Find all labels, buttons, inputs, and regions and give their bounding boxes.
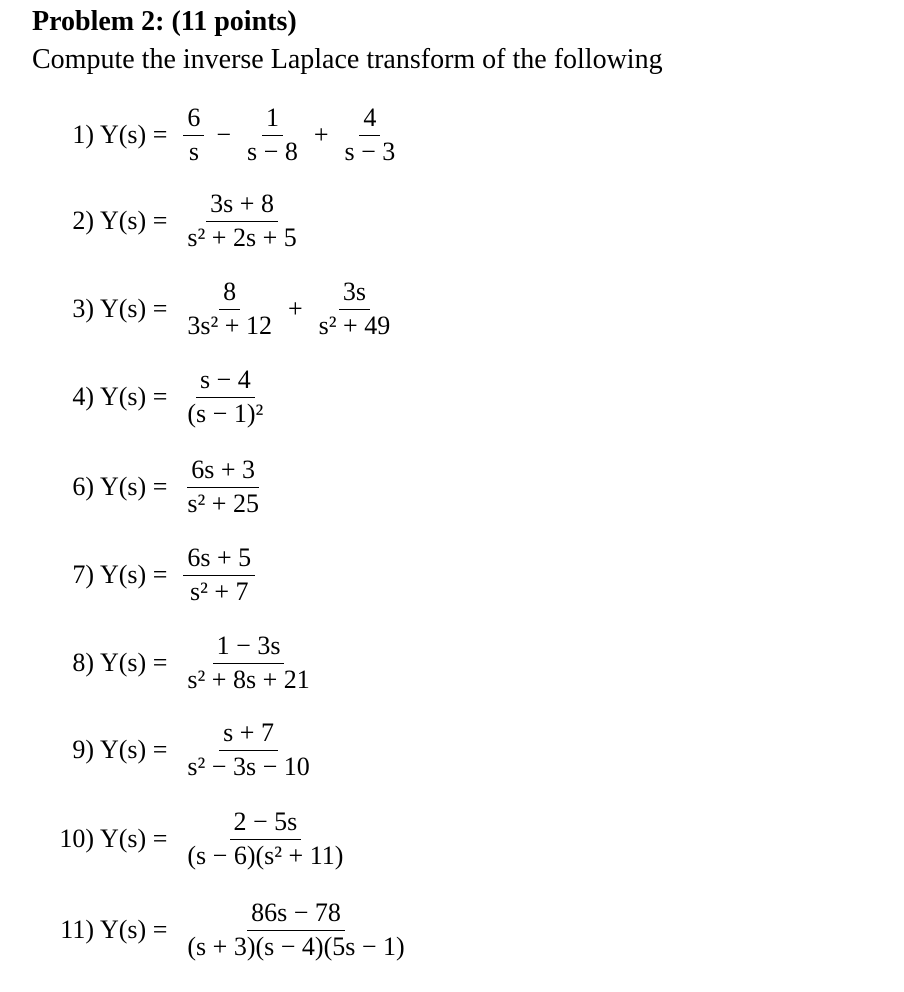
item-number: 11) [60, 915, 94, 944]
fraction [243, 102, 302, 168]
fraction-numerator: s + 7 [219, 717, 278, 751]
fraction-denominator: (s − 1)² [187, 398, 264, 428]
equation-item [0, 352, 904, 442]
equation [0, 264, 400, 354]
fraction-denominator: (s + 3)(s − 4)(5s − 1) [187, 931, 405, 961]
equation-rhs [177, 806, 353, 872]
item-number: 6) [72, 472, 94, 501]
equation-rhs [177, 630, 319, 696]
fraction [183, 542, 255, 608]
problem-title: Problem 2: (11 points) [32, 6, 297, 37]
equation-rhs [177, 542, 261, 608]
item-number: 9) [72, 735, 94, 764]
equation-item [0, 885, 904, 975]
equation [0, 705, 320, 795]
equation-item [0, 705, 904, 795]
fraction [183, 364, 267, 430]
fraction-numerator: 3s + 8 [206, 188, 278, 222]
operator: − [216, 120, 232, 149]
equation [0, 794, 353, 884]
item-number: 10) [59, 824, 94, 853]
fraction-numerator: 1 [262, 102, 283, 136]
fraction-denominator: s² + 2s + 5 [187, 222, 297, 252]
equation-lhs: Y(s) = [100, 472, 168, 501]
fraction [183, 806, 347, 872]
fraction-denominator: s² + 8s + 21 [187, 664, 310, 694]
fraction [183, 454, 263, 520]
operator: + [287, 294, 303, 323]
fraction-numerator: 8 [219, 276, 240, 310]
fraction [183, 717, 313, 783]
fraction [183, 102, 204, 168]
equation-lhs: Y(s) = [100, 294, 168, 323]
fraction [315, 276, 395, 342]
equation-item [0, 264, 904, 354]
equation-rhs [177, 188, 306, 254]
fraction [341, 102, 400, 168]
equation [0, 885, 415, 975]
equation-lhs: Y(s) = [100, 382, 168, 411]
item-number: 1) [72, 120, 94, 149]
equation-rhs [177, 717, 319, 783]
fraction-numerator: 1 − 3s [213, 630, 285, 664]
equation-lhs: Y(s) = [100, 824, 168, 853]
operator: + [313, 120, 329, 149]
fraction [183, 630, 313, 696]
equation [0, 442, 269, 532]
equation-lhs: Y(s) = [100, 560, 168, 589]
equation-item [0, 176, 904, 266]
item-number: 8) [72, 648, 94, 677]
equation-item [0, 530, 904, 620]
equation-lhs: Y(s) = [100, 206, 168, 235]
equation-lhs: Y(s) = [100, 120, 168, 149]
problem-instructions: Compute the inverse Laplace transform of the following [32, 44, 663, 75]
equation-lhs: Y(s) = [100, 735, 168, 764]
item-number: 7) [72, 560, 94, 589]
item-number: 4) [72, 382, 94, 411]
fraction-numerator: 86s − 78 [247, 897, 345, 931]
fraction-denominator: s² + 49 [318, 310, 391, 340]
equation-rhs [177, 276, 400, 342]
equation-rhs [177, 102, 405, 168]
fraction-numerator: 2 − 5s [230, 806, 302, 840]
fraction-denominator: s² + 7 [189, 576, 249, 606]
fraction-numerator: 4 [359, 102, 380, 136]
fraction-denominator: s [188, 136, 199, 166]
item-number: 3) [72, 294, 94, 323]
fraction [183, 188, 300, 254]
fraction-numerator: 6s + 5 [183, 542, 255, 576]
equation [0, 176, 307, 266]
item-number: 2) [72, 206, 94, 235]
fraction-numerator: 3s [339, 276, 370, 310]
equation [0, 618, 320, 708]
fraction-numerator: 6 [183, 102, 204, 136]
equation [0, 530, 261, 620]
equation-item [0, 794, 904, 884]
equation-rhs [177, 364, 273, 430]
fraction-numerator: s − 4 [196, 364, 255, 398]
fraction-denominator: s − 3 [344, 136, 396, 166]
equation-item [0, 442, 904, 532]
equation [0, 352, 273, 442]
equation-rhs [177, 897, 414, 963]
equation-rhs [177, 454, 269, 520]
equation-item [0, 90, 904, 180]
fraction [183, 897, 408, 963]
fraction-denominator: (s − 6)(s² + 11) [187, 840, 344, 870]
fraction-denominator: s − 8 [247, 136, 298, 166]
equation-item [0, 618, 904, 708]
fraction-denominator: s² + 25 [187, 488, 259, 518]
equation-lhs: Y(s) = [100, 915, 168, 944]
fraction-denominator: 3s² + 12 [187, 310, 272, 340]
equation [0, 90, 405, 180]
fraction-numerator: 6s + 3 [187, 454, 259, 488]
fraction [183, 276, 276, 342]
equation-lhs: Y(s) = [100, 648, 168, 677]
fraction-denominator: s² − 3s − 10 [187, 751, 310, 781]
